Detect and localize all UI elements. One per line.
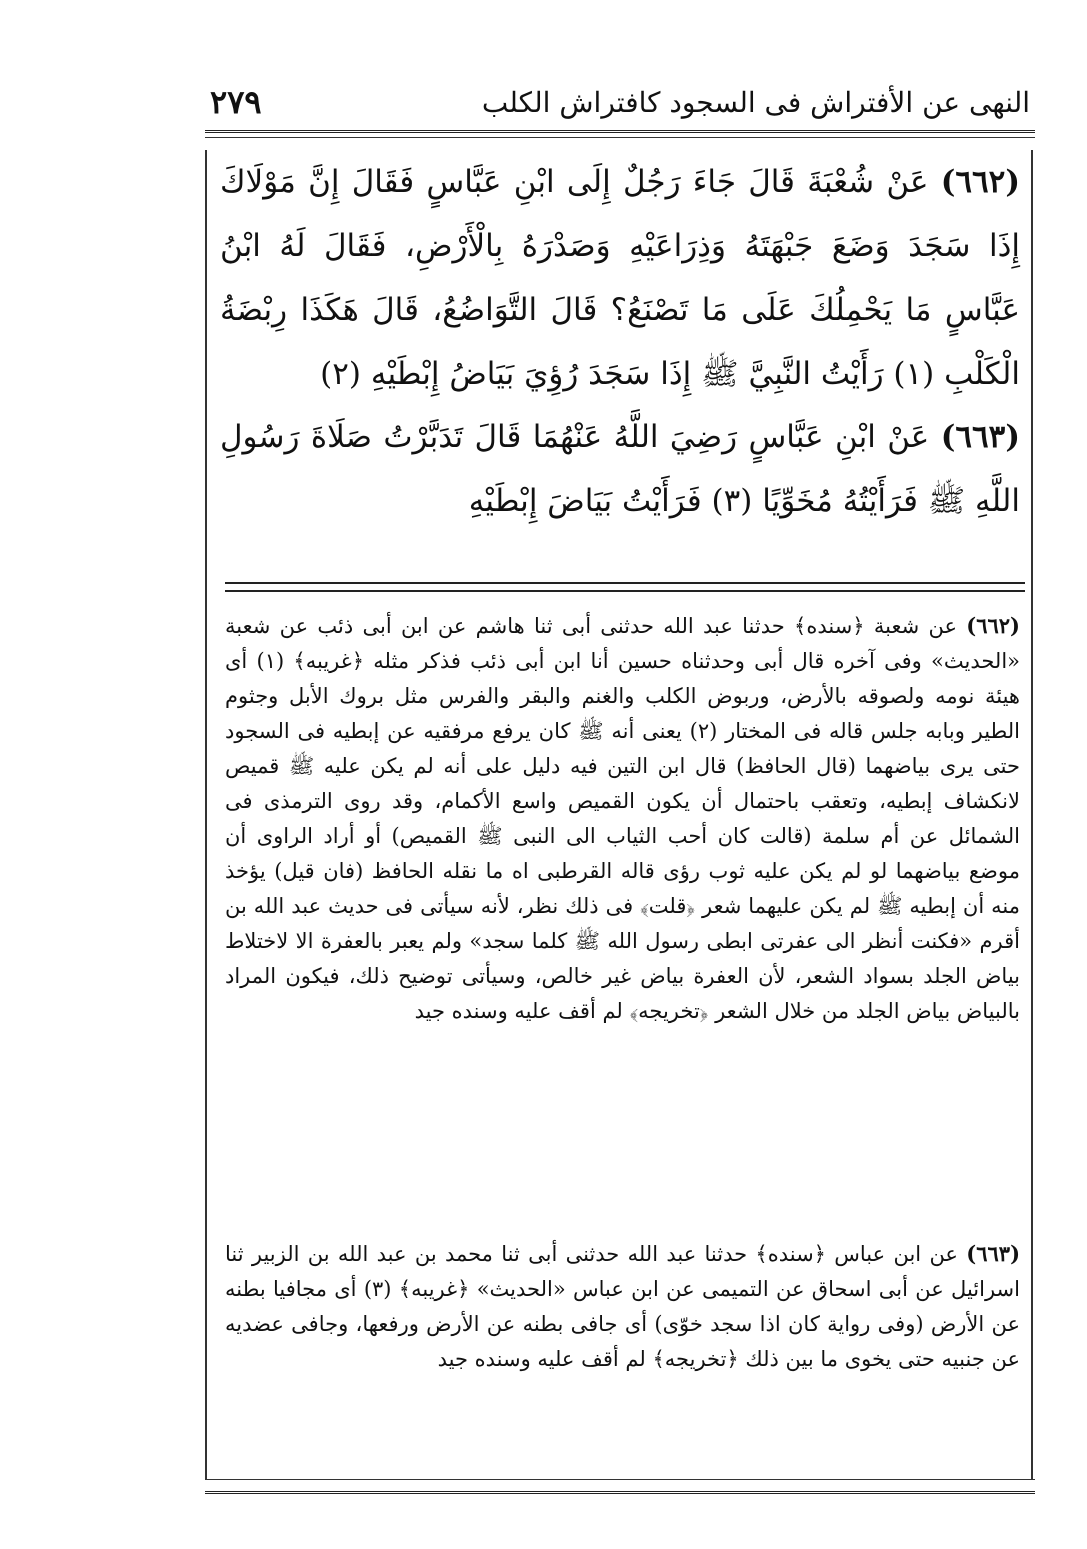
hadith-number: (٦٦٢) <box>940 164 1020 200</box>
commentary-text: عن شعبة ﴿سنده﴾ حدثنا عبد الله حدثنى أبى ثنا هاشم عن ابن أبى ذئب عن شعبة «الحديث» وفى آخره قال أبى وحدثناه حسين أنا ابن أبى ذئب فذكر مثله ﴿غريبه﴾ (١) أى هيئة نومه ولصوقه بالأرض، وربوض الكلب والغنم والبقر والفرس مثل بروك الأبل وجثوم الطير وبابه جلس قاله فى المختار (٢) يعنى أنه ﷺ كان يرفع مرفقيه عن إبطيه فى السجود حتى يرى بياضهما (قال الحافظ) قال ابن التين فيه دليل على أنه لم يكن عليه ﷺ قميص لانكشاف إبطيه، وتعقب باحتمال أن يكون القميص واسع الأكمام، وقد روى الترمذى فى الشمائل عن أم سلمة (قالت كان أحب الثياب الى النبى ﷺ القميص) أو أراد الراوى أن موضع بياضهما لو لم يكن عليه ثوب رؤى قاله القرطبى اه ما نقله الحافظ (فان قيل) يؤخذ منه أن إبطيه ﷺ لم يكن عليهما شعر ﴿قلت﴾ فى ذلك نظر، لأنه سيأتى فى حديث عبد الله بن أقرم «فكنت أنظر الى عفرتى ابطى رسول الله ﷺ كلما سجد» ولم يعبر بالعفرة الا لاختلاط بياض الجلد بسواد الشعر، لأن العفرة بياض غير خالص، وسيأتى توضيح ذلك، فيكون المراد بالبياض بياض الجلد من خلال الشعر ﴿تخريجه﴾ لم أقف عليه وسنده جيد <box>225 614 1021 1023</box>
commentary-number: (٦٦٣) <box>966 1241 1020 1266</box>
commentary-text: عن ابن عباس ﴿سنده﴾ حدثنا عبد الله حدثنى أبى ثنا محمد بن عبد الله بن الزبير ثنا اسرائيل عن أبى اسحاق عن التميمى عن ابن عباس «الحديث» ﴿غريبه﴾ (٣) أى مجافيا بطنه عن الأرض (وفى رواية كان اذا سجد خوّى) أى جافى بطنه عن الأرض ورفعها، وجافى عضديه عن جنبيه حتى يخوى ما بين ذلك ﴿تخريجه﴾ لم أقف عليه وسنده جيد <box>225 1242 1020 1371</box>
hadith-text: عَنْ شُعْبَةَ قَالَ جَاءَ رَجُلٌ إِلَى ابْنِ عَبَّاسٍ فَقَالَ إِنَّ مَوْلَاكَ إِذَا سَجَدَ وَضَعَ جَبْهَتَهُ وَذِرَاعَيْهِ وَصَدْرَهُ بِالْأَرْضِ، فَقَالَ لَهُ ابْنُ عَبَّاسٍ مَا يَحْمِلُكَ عَلَى مَا تَصْنَعُ؟ قَالَ التَّوَاضُعُ، قَالَ هَكَذَا رِبْضَةُ الْكَلْبِ (١) رَأَيْتُ النَّبِيَّ ﷺ إِذَا سَجَدَ رُؤِيَ بَيَاضُ إِبْطَيْهِ (٢) <box>220 164 1020 392</box>
hadith-text: عَنْ ابْنِ عَبَّاسٍ رَضِيَ اللَّهُ عَنْهُمَا قَالَ تَدَبَّرْتُ صَلَاةَ رَسُولِ اللَّهِ ﷺ فَرَأَيْتُهُ مُخَوِّيًا (٣) فَرَأَيْتُ بَيَاضَ إِبْطَيْهِ <box>220 419 1020 519</box>
commentary-number: (٦٦٢) <box>966 613 1020 638</box>
frame-left-border <box>205 150 211 1480</box>
page-number: ٢٧٩ <box>210 83 262 121</box>
section-separator <box>225 582 1025 592</box>
hadith-number: (٦٦٣) <box>940 419 1020 455</box>
page-header <box>210 78 1030 126</box>
commentary-663 <box>225 1236 1020 1377</box>
frame-inner-rule-top <box>205 137 1035 138</box>
running-title: النهى عن الأفتراش فى السجود كافتراش الكلب <box>481 85 1030 119</box>
frame-inner-rule-bottom <box>205 1479 1035 1480</box>
commentary-662 <box>225 608 1020 1029</box>
hadith-663 <box>220 405 1020 533</box>
hadith-662 <box>220 150 1020 406</box>
frame-right-border <box>1031 150 1037 1480</box>
